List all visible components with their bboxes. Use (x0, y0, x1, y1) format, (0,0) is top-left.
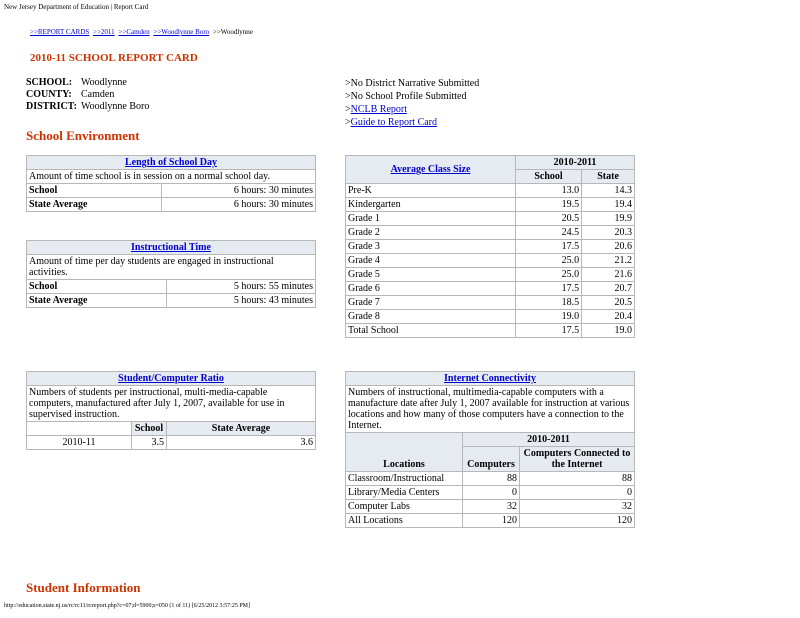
computers-cell: 88 (463, 472, 520, 486)
ratio-col-state: State Average (167, 422, 316, 436)
breadcrumb-camden[interactable]: >>Camden (118, 28, 150, 36)
class-size-col-state: State (582, 170, 635, 184)
state-cell: 21.2 (582, 254, 635, 268)
county-label: COUNTY: (26, 89, 72, 100)
state-cell: 20.3 (582, 226, 635, 240)
length-day-school-value: 6 hours: 30 minutes (162, 184, 316, 198)
school-cell: 25.0 (516, 254, 582, 268)
ratio-header (27, 372, 316, 386)
grade-cell: Pre-K (346, 184, 516, 198)
state-cell: 20.4 (582, 310, 635, 324)
connected-cell: 0 (520, 486, 635, 500)
internet-table (345, 371, 635, 528)
school-cell: 24.5 (516, 226, 582, 240)
connected-cell: 32 (520, 500, 635, 514)
location-cell: Library/Media Centers (346, 486, 463, 500)
internet-header (346, 372, 635, 386)
ratio-link[interactable]: Student/Computer Ratio (118, 373, 224, 384)
grade-cell: Grade 3 (346, 240, 516, 254)
table-row (346, 310, 635, 324)
internet-link[interactable]: Internet Connectivity (444, 373, 536, 384)
school-cell: 19.0 (516, 310, 582, 324)
instr-time-header (27, 241, 316, 255)
state-cell: 19.0 (582, 324, 635, 338)
computers-cell: 120 (463, 514, 520, 528)
school-environment-heading: School Environment (26, 128, 140, 143)
instr-time-state-value: 5 hours: 43 minutes (167, 294, 316, 308)
computers-cell: 32 (463, 500, 520, 514)
guide-link[interactable]: Guide to Report Card (350, 117, 438, 128)
length-school-day-table (26, 155, 316, 212)
table-row (346, 514, 635, 528)
internet-col-locations: Locations (346, 433, 463, 472)
district-value: Woodlynne Boro (81, 101, 150, 112)
grade-cell: Grade 7 (346, 296, 516, 310)
length-day-state-label: State Average (27, 198, 162, 212)
grade-cell: Grade 2 (346, 226, 516, 240)
school-cell: 18.5 (516, 296, 582, 310)
class-size-year: 2010-2011 (516, 156, 635, 170)
class-size-col-school: School (516, 170, 582, 184)
table-row (346, 254, 635, 268)
table-row (346, 240, 635, 254)
instructional-time-table (26, 240, 316, 308)
table-row (27, 436, 316, 450)
school-value: Woodlynne (81, 77, 127, 88)
table-row (346, 472, 635, 486)
grade-cell: Total School (346, 324, 516, 338)
table-row (346, 212, 635, 226)
table-row (346, 198, 635, 212)
page-footer: http://education.state.nj.us/rc/rc11/rcreport.php?c=07;d=5900;s=050 (1 of 11) [6/25/2012 3:57:25 PM] (4, 603, 250, 609)
state-cell: 21.6 (582, 268, 635, 282)
state-cell: 19.9 (582, 212, 635, 226)
ratio-desc: Numbers of students per instructional, multi-media-capable computers, manufactured after July 1, 2007, available for use in supervised instruction. (27, 386, 316, 422)
internet-col-connected: Computers Connected to the Internet (520, 447, 635, 472)
table-row (346, 268, 635, 282)
grade-cell: Grade 5 (346, 268, 516, 282)
district-label: DISTRICT: (26, 101, 77, 112)
instr-time-desc: Amount of time per day students are engaged in instructional activities. (27, 255, 316, 280)
grade-cell: Grade 6 (346, 282, 516, 296)
length-day-school-label: School (27, 184, 162, 198)
instr-time-school-value: 5 hours: 55 minutes (167, 280, 316, 294)
school-cell: 17.5 (516, 282, 582, 296)
ratio-empty-header (27, 422, 132, 436)
ratio-state: 3.6 (167, 436, 316, 450)
connected-cell: 88 (520, 472, 635, 486)
profile-text: >No School Profile Submitted (345, 91, 467, 102)
page-header: New Jersey Department of Education | Report Card (4, 3, 149, 11)
student-information-heading: Student Information (26, 580, 141, 595)
state-cell: 20.6 (582, 240, 635, 254)
breadcrumb-2011[interactable]: >>2011 (93, 28, 115, 36)
county-value: Camden (81, 89, 115, 100)
class-size-table (345, 155, 635, 338)
breadcrumb-report-cards[interactable]: >>REPORT CARDS (30, 28, 90, 36)
state-cell: 20.7 (582, 282, 635, 296)
grade-cell: Grade 1 (346, 212, 516, 226)
school-cell: 19.5 (516, 198, 582, 212)
table-row (346, 296, 635, 310)
location-cell: Computer Labs (346, 500, 463, 514)
narrative-text: >No District Narrative Submitted (345, 78, 480, 89)
computer-ratio-table (26, 371, 316, 450)
connected-cell: 120 (520, 514, 635, 528)
school-cell: 17.5 (516, 324, 582, 338)
table-row (346, 282, 635, 296)
school-cell: 20.5 (516, 212, 582, 226)
location-cell: All Locations (346, 514, 463, 528)
grade-cell: Grade 4 (346, 254, 516, 268)
side-links (345, 77, 479, 129)
length-day-desc: Amount of time school is in session on a normal school day. (27, 170, 316, 184)
length-day-state-value: 6 hours: 30 minutes (162, 198, 316, 212)
length-day-header (27, 156, 316, 170)
report-title: 2010-11 SCHOOL REPORT CARD (30, 52, 198, 64)
ratio-year: 2010-11 (27, 436, 132, 450)
instr-time-link[interactable]: Instructional Time (131, 242, 211, 253)
table-row (346, 184, 635, 198)
class-size-header (346, 156, 516, 184)
state-cell: 14.3 (582, 184, 635, 198)
table-row (346, 500, 635, 514)
breadcrumb (30, 28, 255, 36)
school-cell: 17.5 (516, 240, 582, 254)
breadcrumb-current: >>Woodlynne (212, 28, 253, 36)
table-row (346, 324, 635, 338)
ratio-school: 3.5 (132, 436, 167, 450)
computers-cell: 0 (463, 486, 520, 500)
grade-cell: Grade 8 (346, 310, 516, 324)
school-label: SCHOOL: (26, 77, 73, 88)
instr-time-school-label: School (27, 280, 167, 294)
internet-year: 2010-2011 (463, 433, 635, 447)
table-row (346, 486, 635, 500)
breadcrumb-woodlynne-boro[interactable]: >>Woodlynne Boro (153, 28, 210, 36)
grade-cell: Kindergarten (346, 198, 516, 212)
school-info (26, 77, 149, 113)
location-cell: Classroom/Instructional (346, 472, 463, 486)
guide-prefix: > (345, 117, 351, 128)
table-row (346, 226, 635, 240)
school-cell: 25.0 (516, 268, 582, 282)
state-cell: 20.5 (582, 296, 635, 310)
length-day-link[interactable]: Length of School Day (125, 157, 217, 168)
ratio-col-school: School (132, 422, 167, 436)
class-size-link[interactable]: Average Class Size (390, 164, 471, 175)
nclb-prefix: > (345, 104, 351, 115)
internet-col-computers: Computers (463, 447, 520, 472)
internet-desc: Numbers of instructional, multimedia-capable computers with a manufacture date after July 1, 2007 available for instruction at various locations and how many of those computers have a connection to the Internet. (346, 386, 635, 433)
instr-time-state-label: State Average (27, 294, 167, 308)
nclb-report-link[interactable]: NCLB Report (350, 104, 408, 115)
school-cell: 13.0 (516, 184, 582, 198)
state-cell: 19.4 (582, 198, 635, 212)
